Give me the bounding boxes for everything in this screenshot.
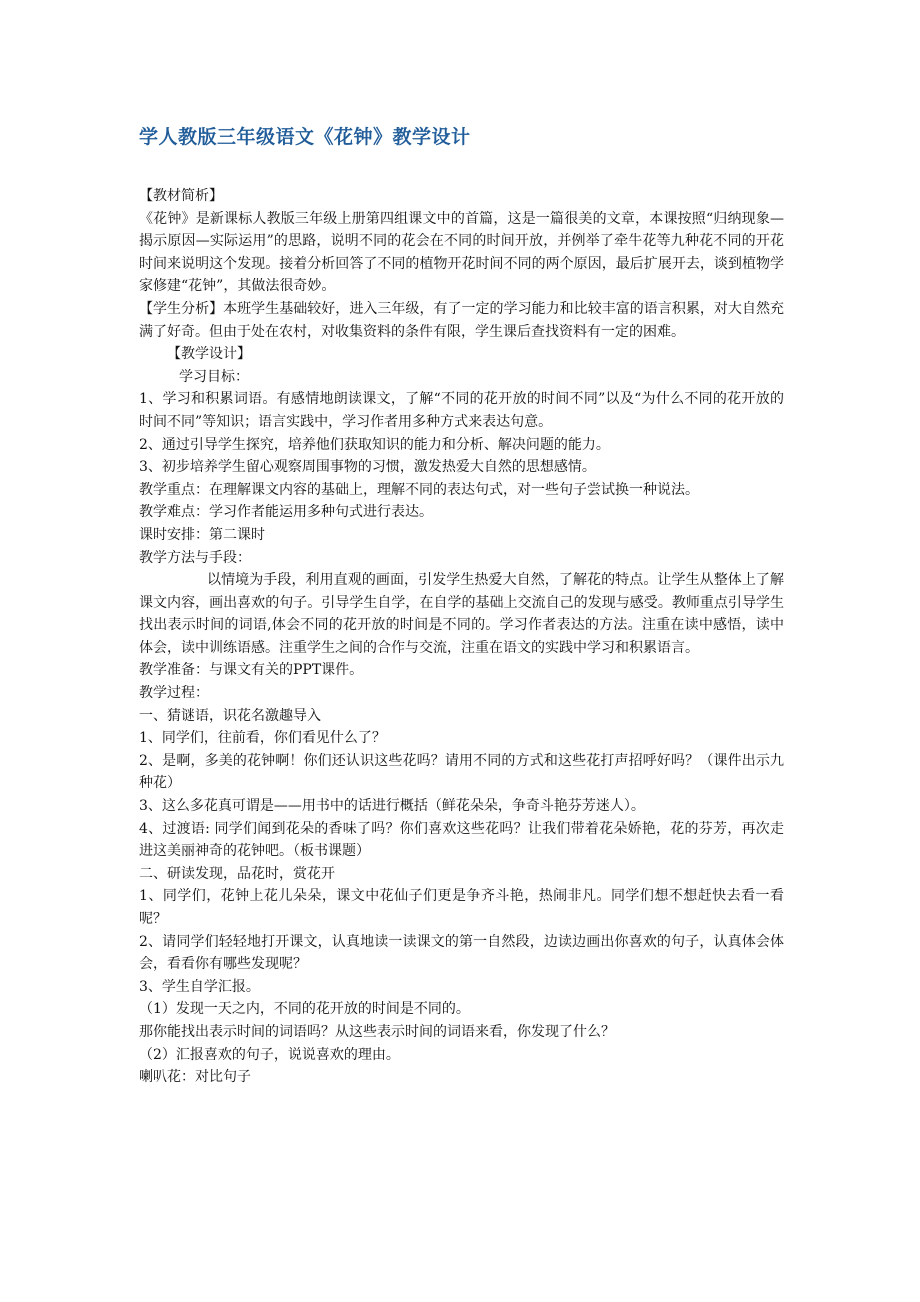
paragraph: 【学生分析】本班学生基础较好，进入三年级，有了一定的学习能力和比较丰富的语言积累，对大自然充满了好奇。但由于处在农村，对收集资料的条件有限，学生课后查找资料有一定的困难。 [139, 300, 784, 340]
document-title: 学人教版三年级语文《花钟》教学设计 [139, 126, 471, 148]
list-item: 2、通过引导学生探究，培养他们获取知识的能力和分析、解决问题的能力。 [139, 436, 610, 453]
paragraph: 课时安排：第二课时 [139, 526, 265, 543]
list-item: 2、是啊，多美的花钟啊！你们还认识这些花吗？请用不同的方式和这些花打声招呼好吗？（课件出示九种花） [139, 752, 784, 792]
list-item: 3、初步培养学生留心观察周围事物的习惯，激发热爱大自然的思想感情。 [139, 459, 596, 476]
list-item: 3、学生自学汇报。 [139, 978, 260, 995]
paragraph: 教学难点：学习作者能运用多种句式进行表达。 [139, 504, 433, 521]
list-item: （1）发现一天之内，不同的花开放的时间是不同的。 [139, 1001, 470, 1018]
paragraph: 教学方法与手段： [139, 549, 251, 566]
paragraph: 《花钟》是新课标人教版三年级上册第四组课文中的首篇，这是一篇很美的文章，本课按照“归纳现象—揭示原因—实际运用”的思路，说明不同的花会在不同的时间开放，并例举了牵牛花等九种花不同的开花时间来说明这个发现。接着分析回答了不同的植物开花时间不同的两个原因，最后扩展开去，谈到植物学家修建“花钟”，其做法很奇妙。 [139, 210, 784, 295]
subheading: 学习目标： [179, 368, 249, 385]
section-heading: 【教学设计】 [167, 346, 251, 363]
section-heading: 一、猜谜语，识花名激趣导入 [139, 707, 321, 724]
paragraph: 教学过程： [139, 685, 209, 702]
paragraph: 以情境为手段，利用直观的画面，引发学生热爱大自然，了解花的特点。让学生从整体上了解课文内容，画出喜欢的句子。引导学生自学，在自学的基础上交流自己的发现与感受。教师重点引导学生找出表示时间的词语,体会不同的花开放的时间是不同的。学习作者表达的方法。注重在读中感悟，读中体会，读中训练语感。注重学生之间的合作与交流，注重在语文的实践中学习和积累语言。 [139, 572, 784, 656]
list-item: 1、学习和积累词语。有感情地朗读课文，了解“不同的花开放的时间不同”以及“为什么不同的花开放的时间不同”等知识；语言实践中，学习作者用多种方式来表达句意。 [139, 391, 784, 430]
list-item: 2、请同学们轻轻地打开课文，认真地读一读课文的第一自然段，边读边画出你喜欢的句子，认真体会体会，看看你有哪些发现呢？ [139, 933, 784, 973]
paragraph: 喇叭花：对比句子 [139, 1069, 251, 1086]
list-item: 1、同学们，往前看，你们看见什么了？ [139, 730, 386, 747]
list-item: 3、这么多花真可谓是——用书中的话进行概括（鲜花朵朵，争奇斗艳芬芳迷人）。 [139, 798, 645, 815]
list-item: （2）汇报喜欢的句子，说说喜欢的理由。 [139, 1046, 400, 1063]
document-body [139, 185, 784, 1089]
paragraph: 那你能找出表示时间的词语吗？从这些表示时间的词语来看，你发现了什么？ [139, 1023, 615, 1040]
paragraph: 教学准备：与课文有关的PPT课件。 [139, 662, 364, 679]
section-heading: 【教材简析】 [139, 188, 223, 204]
list-item: 1、同学们，花钟上花儿朵朵，课文中花仙子们更是争齐斗艳，热闹非凡。同学们想不想赶快去看一看呢？ [139, 888, 784, 927]
list-item: 4、过渡语: 同学们闻到花朵的香味了吗？你们喜欢这些花吗？让我们带着花朵娇艳，花的芬芳，再次走进这美丽神奇的花钟吧。（板书课题） [139, 820, 784, 860]
section-heading: 二、研读发现，品花时，赏花开 [139, 865, 335, 882]
paragraph: 教学重点：在理解课文内容的基础上，理解不同的表达句式，对一些句子尝试换一种说法。 [139, 481, 699, 498]
